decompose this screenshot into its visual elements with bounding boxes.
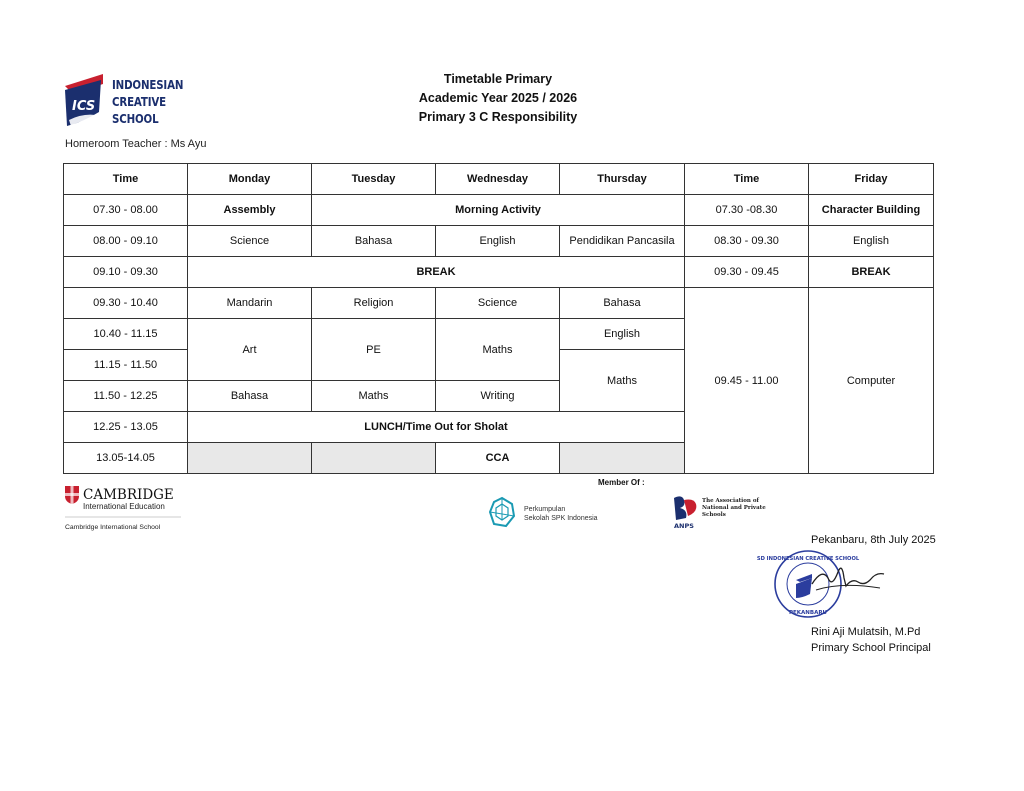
cell: PE xyxy=(312,319,436,381)
place-date: Pekanbaru, 8th July 2025 xyxy=(811,534,936,546)
cell: Science xyxy=(188,226,312,257)
principal-name: Rini Aji Mulatsih, M.Pd xyxy=(811,626,921,638)
time-cell: 09.30 - 10.40 xyxy=(64,288,188,319)
spk-line2: Sekolah SPK Indonesia xyxy=(524,515,598,522)
table-row xyxy=(64,257,934,288)
cambridge-title: CAMBRIDGE xyxy=(83,487,174,503)
cell: English xyxy=(560,319,685,350)
academic-year: Academic Year 2025 / 2026 xyxy=(418,91,578,105)
cell: Maths xyxy=(436,319,560,381)
stamp-city: PEKANBARU xyxy=(788,610,828,616)
timetable xyxy=(63,163,934,474)
school-name-logo: INDONESIAN CREATIVE SCHOOL xyxy=(112,77,184,126)
empty-cell xyxy=(560,443,685,474)
cell: BREAK xyxy=(188,257,685,288)
empty-cell xyxy=(188,443,312,474)
homeroom-teacher: Homeroom Teacher : Ms Ayu xyxy=(65,138,207,150)
time-cell: 09.10 - 09.30 xyxy=(64,257,188,288)
anps-abbr: ANPS xyxy=(674,522,694,530)
cell: Morning Activity xyxy=(312,195,685,226)
cell: CCA xyxy=(436,443,560,474)
school-stamp-signature xyxy=(756,548,890,620)
member-of-label: Member Of : xyxy=(598,478,645,487)
cell: Character Building xyxy=(809,195,934,226)
anps-line2: National and Private xyxy=(702,505,766,511)
table-header-row xyxy=(64,164,934,195)
table-row xyxy=(64,226,934,257)
header-cell: Monday xyxy=(188,164,312,195)
table-row xyxy=(64,195,934,226)
header-cell: Friday xyxy=(809,164,934,195)
spk-logo xyxy=(488,496,608,532)
principal-title: Primary School Principal xyxy=(811,642,931,654)
header-cell: Thursday xyxy=(560,164,685,195)
spk-line1: Perkumpulan xyxy=(524,506,566,513)
time-cell: 11.15 - 11.50 xyxy=(64,350,188,381)
cell: Writing xyxy=(436,381,560,412)
header-cell: Time xyxy=(64,164,188,195)
anps-line1: The Association of xyxy=(702,498,759,504)
header-cell: Tuesday xyxy=(312,164,436,195)
cell: English xyxy=(436,226,560,257)
cell: Computer xyxy=(809,288,934,474)
time-cell: 09.45 - 11.00 xyxy=(685,288,809,474)
cell: Art xyxy=(188,319,312,381)
time-cell: 09.30 - 09.45 xyxy=(685,257,809,288)
cambridge-logo xyxy=(63,484,183,534)
cell: Maths xyxy=(312,381,436,412)
cell: Pendidikan Pancasila xyxy=(560,226,685,257)
cell: Bahasa xyxy=(188,381,312,412)
cell: Bahasa xyxy=(312,226,436,257)
logo-initials: ICS xyxy=(72,99,96,114)
cell: Maths xyxy=(560,350,685,412)
cell: Science xyxy=(436,288,560,319)
empty-cell xyxy=(312,443,436,474)
time-cell: 07.30 -08.30 xyxy=(685,195,809,226)
cell: English xyxy=(809,226,934,257)
cell: LUNCH/Time Out for Sholat xyxy=(188,412,685,443)
time-cell: 13.05-14.05 xyxy=(64,443,188,474)
header-cell: Wednesday xyxy=(436,164,560,195)
cell: Mandarin xyxy=(188,288,312,319)
time-cell: 08.30 - 09.30 xyxy=(685,226,809,257)
page-title: Timetable Primary xyxy=(443,72,553,86)
class-name: Primary 3 C Responsibility xyxy=(418,110,578,124)
time-cell: 07.30 - 08.00 xyxy=(64,195,188,226)
anps-line3: Schools xyxy=(702,512,726,518)
time-cell: 12.25 - 13.05 xyxy=(64,412,188,443)
anps-logo xyxy=(672,494,772,530)
cell: Bahasa xyxy=(560,288,685,319)
cambridge-subtitle: International Education xyxy=(83,502,165,511)
time-cell: 10.40 - 11.15 xyxy=(64,319,188,350)
time-cell: 08.00 - 09.10 xyxy=(64,226,188,257)
cell: BREAK xyxy=(809,257,934,288)
time-cell: 11.50 - 12.25 xyxy=(64,381,188,412)
cell: Religion xyxy=(312,288,436,319)
table-row xyxy=(64,288,934,319)
cell: Assembly xyxy=(188,195,312,226)
cambridge-school-label: Cambridge International School xyxy=(65,524,161,531)
stamp-text: SD INDONESIAN CREATIVE SCHOOL xyxy=(756,556,860,562)
header-cell: Time xyxy=(685,164,809,195)
